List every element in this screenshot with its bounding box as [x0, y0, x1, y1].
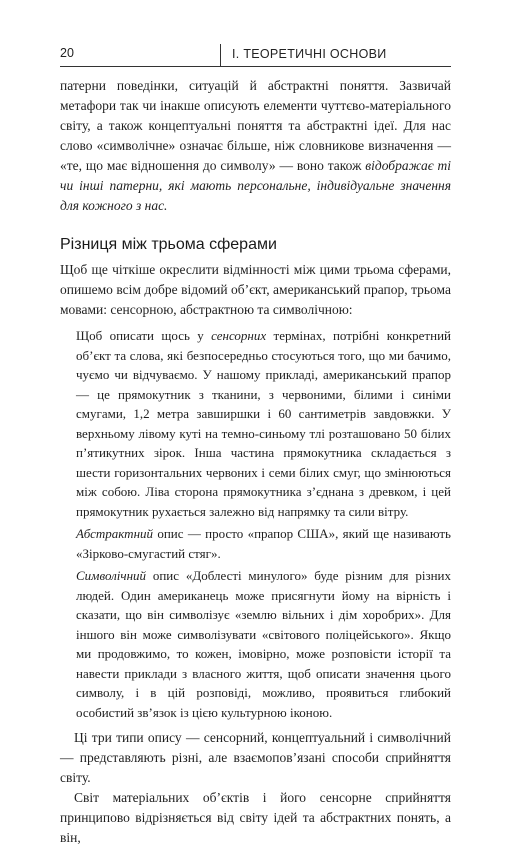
closing-paragraph-1: Ці три типи опису — сенсорний, концептуальний і символічний — представляють різні, але взаємопов’язані способи сприйняття світу.: [60, 730, 451, 785]
abstract-example: [76, 524, 451, 563]
abstract-term: Абстрактний: [76, 526, 154, 541]
section-lead: Щоб ще чіткіше окреслити відмінності між цими трьома сферами, опишемо всім добре відомий об’єкт, американський прапор, трьома мовами: сенсорною, абстрактною та символічною:: [60, 262, 451, 317]
closing-paragraph-2: Світ матеріальних об’єктів і його сенсорне сприйняття принципово відрізняється від світу ідей та абстрактних понять, а він,: [60, 790, 451, 845]
abstract-post: опис — просто «прапор США», який ще називають «Зірково-смугастий стяг».: [76, 526, 451, 561]
sensory-post: термінах, потрібні конкретний об’єкт та слова, які безпосередньо стосуються того, що ми бачимо, чуємо чи відчуваємо. У нашому прикладі, американський прапор — це прямокутник з тканини, з червоними, білими і синіми смугами, 1,2 метра завширшки і 60 сантиметрів завдовжки. У верхньому лівому куті на темно-синьому тлі розташовано 50 білих п’ятикутних зірок. Інша частина прямокутника складається з шести горизонтальних червоних і семи білих смуг, що змінюються між собою. Ліва сторона прямокутника з’єднана з древком, і цей прямокутник рухається залежно від напрямку та сили вітру.: [76, 328, 451, 519]
chapter-title: І. ТЕОРЕТИЧНІ ОСНОВИ: [232, 47, 387, 61]
running-header: [60, 44, 451, 67]
sensory-term: сенсорних: [211, 328, 267, 343]
page-number: 20: [60, 46, 74, 60]
sensory-example: [76, 326, 451, 521]
intro-italic: відображає ті чи інші патерни, які мають персональне, індивідуальне значення для кожного з нас.: [60, 158, 451, 213]
header-divider: [220, 44, 221, 66]
sensory-pre: Щоб описати щось у: [76, 328, 212, 343]
section-heading: Різниця між трьома сферами: [60, 236, 277, 253]
symbolic-term: Символічний: [76, 568, 147, 583]
intro-text: патерни поведінки, ситуацій й абстрактні поняття. Зазвичай метафори так чи інакше описують елементи чуттєво-матеріального світу, а також концептуальні поняття та абстрактні ідеї. Для нас слово «символічне» означає більше, ніж словникове визначення — «те, що має відношення до символу» — воно також: [60, 78, 451, 173]
examples-block: [76, 326, 451, 722]
symbolic-example: [76, 566, 451, 722]
intro-paragraph: [60, 76, 451, 216]
page-body: [60, 76, 451, 848]
symbolic-post: опис «Доблесті минулого» буде різним для різних людей. Один американець може присягнути йому на вірність і сказати, що він символізує «землю вільних і дім хоробрих». Для іншого він може символізувати «світового поліцейського». Якщо ми продовжимо, то кожен, імовірно, може розповісти історії та навести приклади з власного життя, щоб описати значення цього символу, і в цій розповіді, можливо, проявиться глибокий особистий зв’язок із цією культурною іконою.: [76, 568, 451, 720]
